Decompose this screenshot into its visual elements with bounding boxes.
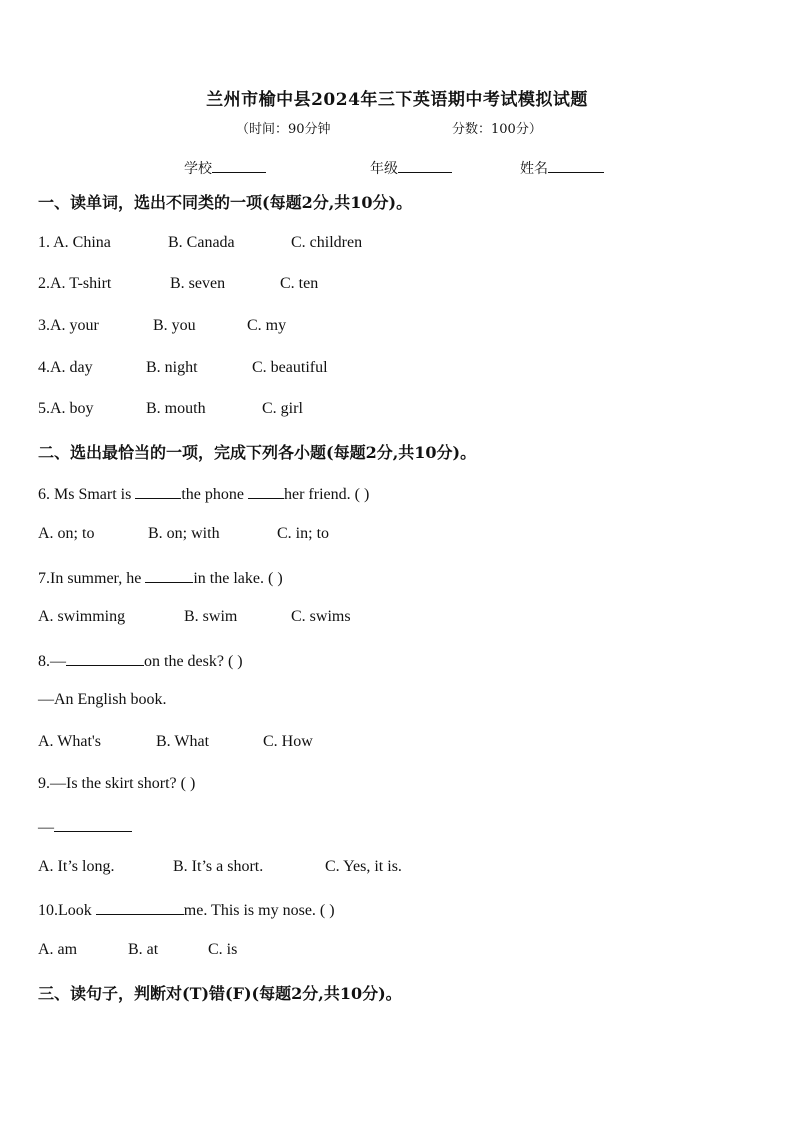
question-6-option-a: A. on; to	[38, 525, 95, 542]
question-4-option-b: B. night	[146, 359, 198, 376]
question-10-option-b: B. at	[128, 941, 159, 958]
question-6-option-c: C. in; to	[277, 525, 330, 542]
question-3-option-c: C. my	[247, 317, 287, 334]
question-8-text-a: 8.—	[38, 653, 66, 670]
school-blank[interactable]	[212, 158, 266, 173]
question-8-option-a: A. What's	[38, 733, 102, 750]
question-2-option-b: B. seven	[170, 275, 226, 292]
exam-score: 分数：100分）	[452, 122, 542, 137]
section-2-heading: 二、选出最恰当的一项，完成下列各小题(每题2分,共10分)。	[38, 443, 477, 462]
question-8-option-b: B. What	[156, 733, 210, 750]
question-3-option-b: B. you	[153, 317, 196, 334]
question-5-option-a: 5.A. boy	[38, 400, 94, 417]
question-3-option-a: 3.A. your	[38, 317, 99, 334]
question-1-option-b: B. Canada	[168, 234, 235, 251]
question-8-option-c: C. How	[263, 733, 313, 750]
grade-field	[370, 158, 452, 178]
question-8-blank[interactable]	[66, 650, 144, 666]
section-1-heading: 一、读单词，选出不同类的一项(每题2分,共10分)。	[38, 193, 413, 212]
question-7-text-b: in the lake. ( )	[193, 570, 283, 587]
question-6-option-b: B. on; with	[148, 525, 220, 542]
question-8	[38, 650, 243, 671]
question-9-response	[38, 816, 132, 837]
section-3-heading: 三、读句子，判断对(T)错(F)(每题2分,共10分)。	[38, 984, 402, 1003]
question-9-option-c: C. Yes, it is.	[325, 858, 402, 875]
question-1-option-c: C. children	[291, 234, 363, 251]
question-5-option-c: C. girl	[262, 400, 303, 417]
question-8-text-b: on the desk? ( )	[144, 653, 243, 670]
question-4-option-c: C. beautiful	[252, 359, 328, 376]
school-label: 学校	[184, 161, 212, 177]
name-label: 姓名	[520, 161, 548, 177]
question-6-text-b: the phone	[181, 486, 248, 503]
question-4-option-a: 4.A. day	[38, 359, 93, 376]
question-10-option-a: A. am	[38, 941, 78, 958]
question-7-option-a: A. swimming	[38, 608, 126, 625]
question-10-blank[interactable]	[96, 899, 184, 915]
school-field	[184, 158, 266, 178]
question-6	[38, 483, 369, 504]
question-7-blank[interactable]	[145, 567, 193, 583]
question-7	[38, 567, 283, 588]
question-6-blank-1[interactable]	[135, 483, 181, 499]
question-2-option-a: 2.A. T-shirt	[38, 275, 112, 292]
question-5-option-b: B. mouth	[146, 400, 206, 417]
question-9-dash: —	[38, 819, 54, 836]
question-6-text-a: 6. Ms Smart is	[38, 486, 136, 503]
grade-blank[interactable]	[398, 158, 452, 173]
exam-time: （时间：90分钟	[236, 122, 331, 137]
question-1-option-a: 1. A. China	[38, 234, 111, 251]
question-9: 9.—Is the skirt short? ( )	[38, 775, 196, 792]
question-7-text-a: 7.In summer, he	[38, 570, 146, 587]
question-9-blank[interactable]	[54, 816, 132, 832]
question-10-option-c: C. is	[208, 941, 238, 958]
name-field	[520, 158, 604, 178]
question-2-option-c: C. ten	[280, 275, 319, 292]
question-8-answer: —An English book.	[38, 691, 167, 708]
page-title: 兰州市榆中县2024年三下英语期中考试模拟试题	[206, 90, 588, 110]
question-10	[38, 899, 335, 920]
question-9-option-b: B. It’s a short.	[173, 858, 264, 875]
question-10-text-b: me. This is my nose. ( )	[183, 902, 335, 919]
name-blank[interactable]	[548, 158, 604, 173]
question-9-option-a: A. It’s long.	[38, 858, 115, 875]
question-6-blank-2[interactable]	[248, 483, 284, 499]
question-10-text-a: 10.Look	[38, 902, 96, 919]
question-7-option-c: C. swims	[291, 608, 351, 625]
question-6-text-c: her friend. ( )	[284, 486, 370, 503]
question-7-option-b: B. swim	[184, 608, 238, 625]
grade-label: 年级	[370, 161, 398, 177]
